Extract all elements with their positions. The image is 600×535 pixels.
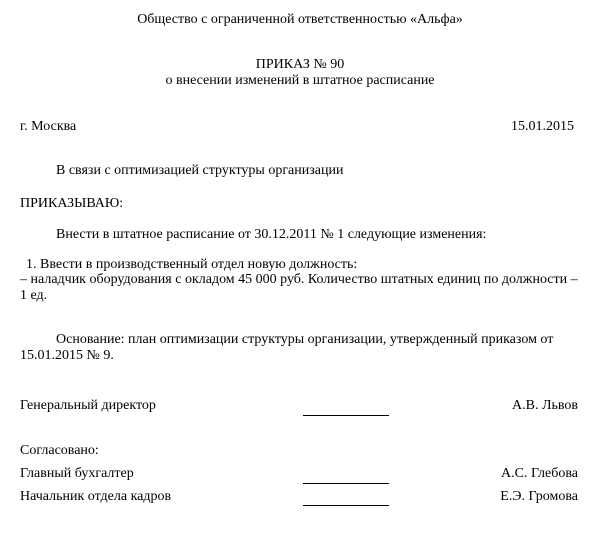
hr-signature-line <box>303 505 389 506</box>
order-subtitle: о внесении изменений в штатное расписание <box>165 73 435 88</box>
accountant-signature-line <box>303 483 389 484</box>
agreed-label: Согласовано: <box>20 443 99 458</box>
director-signature-line <box>303 415 389 416</box>
director-name: А.В. Львов <box>512 398 578 413</box>
order-item-1-detail: – наладчик оборудования с окладом 45 000 руб. Количество штатных единиц по должности – <box>20 272 578 287</box>
director-title: Генеральный директор <box>20 398 156 413</box>
city: г. Москва <box>20 119 77 134</box>
order-word: ПРИКАЗЫВАЮ: <box>20 196 124 211</box>
order-date: 15.01.2015 <box>511 119 574 134</box>
order-item-1: 1. Ввести в производственный отдел новую должность: <box>26 257 358 272</box>
accountant-title: Главный бухгалтер <box>20 466 134 481</box>
preamble: В связи с оптимизацией структуры организации <box>56 163 344 178</box>
organization-name: Общество с ограниченной ответственностью «Альфа» <box>137 12 463 27</box>
hr-title: Начальник отдела кадров <box>20 489 172 504</box>
order-basis: Основание: план оптимизации структуры организации, утвержденный приказом от <box>56 332 554 347</box>
hr-name: Е.Э. Громова <box>500 489 578 504</box>
order-title: ПРИКАЗ № 90 <box>255 57 345 72</box>
order-basis-cont: 15.01.2015 № 9. <box>20 348 114 363</box>
order-item-1-detail-cont: 1 ед. <box>20 288 48 303</box>
order-intro: Внести в штатное расписание от 30.12.2011 № 1 следующие изменения: <box>56 227 487 242</box>
accountant-name: А.С. Глебова <box>501 466 578 481</box>
